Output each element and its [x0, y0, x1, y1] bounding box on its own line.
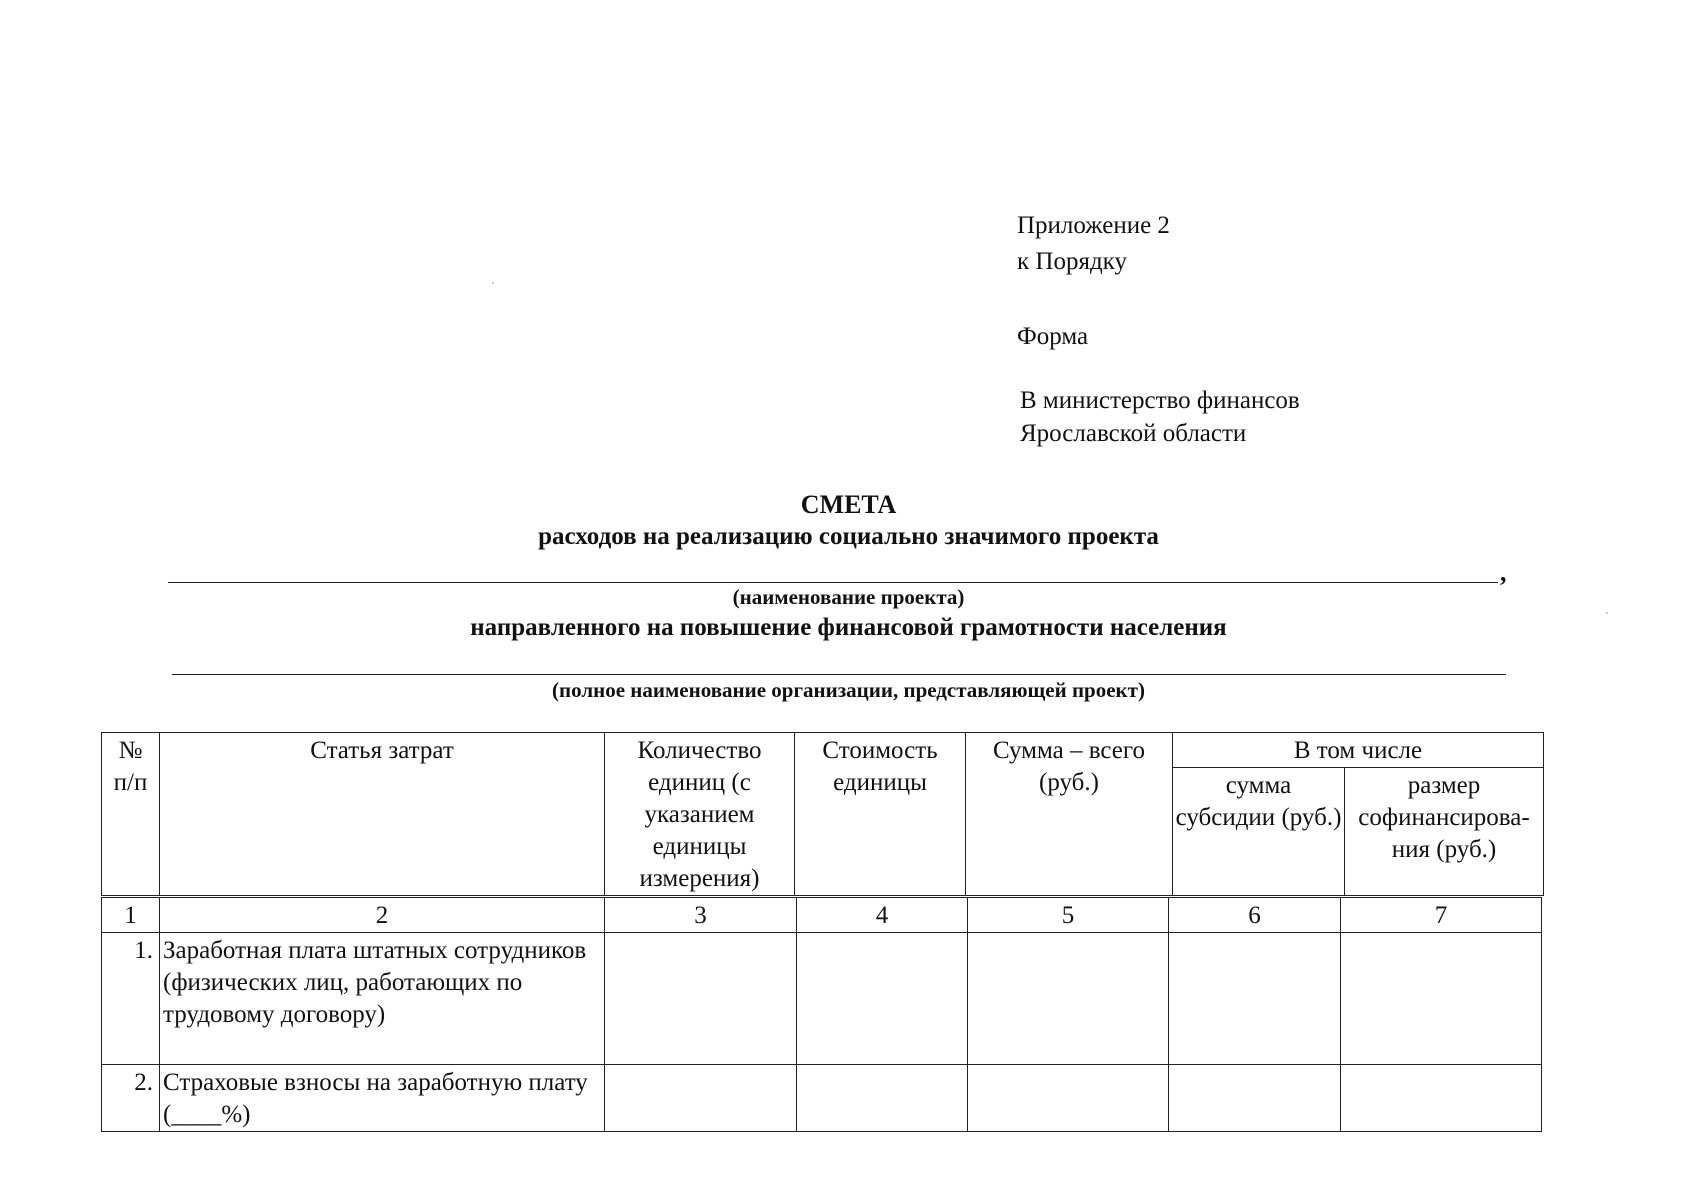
row-cofinancing [1341, 933, 1542, 1065]
column-number-row [102, 898, 1542, 933]
recipient-line-1: В министерство финансов [1020, 387, 1300, 414]
row-subsidy [1169, 1065, 1341, 1132]
column-number: 1 [102, 898, 160, 933]
row-quantity [605, 1065, 797, 1132]
estimate-table-body [101, 897, 1542, 1132]
organization-name-line [172, 674, 1506, 675]
header-cofinancing-line-2: софинансирова- [1358, 804, 1530, 831]
header-article: Статья затрат [160, 733, 605, 896]
recipient-line-2: Ярославской области [1020, 420, 1247, 447]
document-title: СМЕТА [800, 490, 897, 519]
header-cofinancing-line-1: размер [1407, 772, 1481, 799]
header-cofinancing [1345, 768, 1544, 896]
column-number: 5 [968, 898, 1169, 933]
row-total [968, 1065, 1169, 1132]
organization-name-caption: (полное наименование организации, представляющей проект) [552, 678, 1145, 702]
appendix-line-1: Приложение 2 [1017, 212, 1170, 239]
row-subsidy [1169, 933, 1341, 1065]
scan-speck [492, 282, 494, 284]
recipient-block [1020, 384, 1300, 450]
header-including: В том числе [1173, 733, 1544, 768]
header-num-line-1: № [118, 737, 143, 764]
row-unit-cost [797, 1065, 968, 1132]
column-number: 2 [160, 898, 605, 933]
column-number: 4 [797, 898, 968, 933]
table-row [102, 933, 1542, 1065]
column-number: 6 [1169, 898, 1341, 933]
table-row [102, 1065, 1542, 1132]
row-unit-cost [797, 933, 968, 1065]
header-total: Сумма – всего (руб.) [966, 733, 1173, 896]
row-number: 1. [102, 933, 160, 1065]
row-article: Заработная плата штатных сотрудников (физических лиц, работающих по трудовому договору) [160, 933, 605, 1065]
header-num-line-2: п/п [113, 769, 148, 796]
row-number: 2. [102, 1065, 160, 1132]
appendix-label [1017, 208, 1170, 280]
header-subsidy: сумма субсидии (руб.) [1173, 768, 1345, 896]
scan-speck [1606, 612, 1608, 614]
column-number: 3 [605, 898, 797, 933]
project-name-line [168, 582, 1498, 583]
appendix-line-2: к Порядку [1017, 248, 1127, 275]
project-name-caption: (наименование проекта) [732, 585, 965, 609]
row-article: Страховые взносы на заработную плату (____%) [160, 1065, 605, 1132]
trailing-comma: , [1500, 558, 1507, 587]
document-subtitle: расходов на реализацию социально значимого проекта [538, 523, 1159, 550]
row-total [968, 933, 1169, 1065]
column-number: 7 [1341, 898, 1542, 933]
row-cofinancing [1341, 1065, 1542, 1132]
header-quantity: Количество единиц (с указанием единицы измерения) [605, 733, 795, 896]
estimate-table-header [101, 732, 1544, 896]
form-label: Форма [1017, 323, 1089, 350]
purpose-line: направленного на повышение финансовой грамотности населения [470, 614, 1227, 641]
header-cofinancing-line-3: ния (руб.) [1391, 836, 1497, 863]
row-quantity [605, 933, 797, 1065]
header-unit-cost: Стоимость единицы [795, 733, 966, 896]
header-num [102, 733, 160, 896]
